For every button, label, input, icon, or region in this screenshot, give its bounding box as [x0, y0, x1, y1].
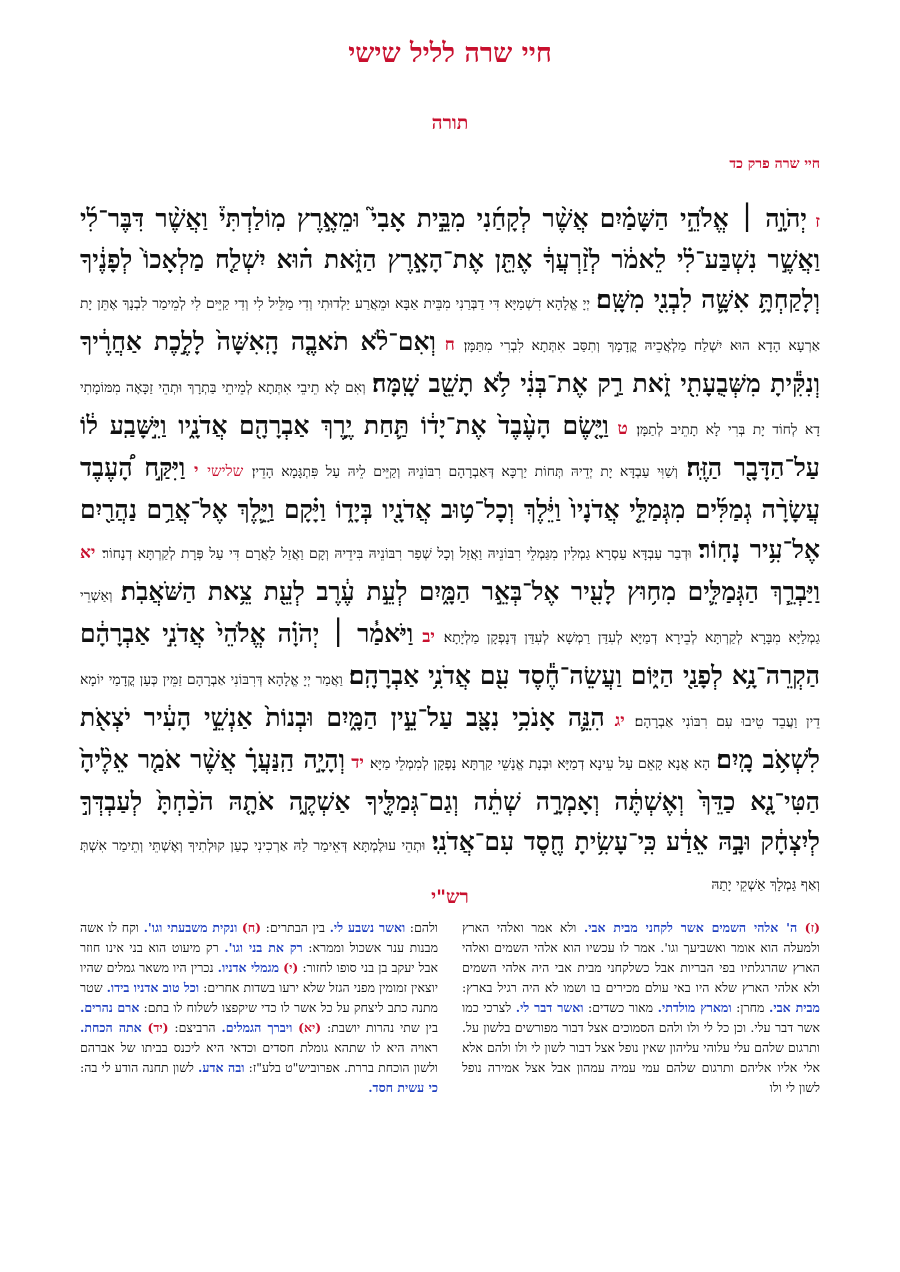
chapter-reference: חיי שרה פרק כד — [729, 156, 820, 172]
rashi-verse-number: (יא) — [298, 1020, 322, 1035]
rashi-comment-text: רק מיעוט הוא בני אינו חוזר אבל יעקב בן בני סופו לחזור: — [80, 940, 438, 975]
rashi-dibur-hamatchil: ונקית משבעתי וגו'. — [143, 920, 238, 935]
verse-targum-text: וַאֲמַר יְיָ אֱלָהָא דְּרִבּוֹנִי אַבְרָהָם זַמֵּין כְּעַן קֳדָמַי יוֹמָא דֵין וַעֲבֵד טֵיבוּ עִם רִבּוֹנִי אַבְרָהָם׃ — [80, 672, 820, 730]
rashi-commentary — [80, 918, 820, 1218]
rashi-comment-text: לשון תחנה הודע לי בה: — [80, 1060, 194, 1075]
rashi-comment-text: מחרן: — [736, 1000, 765, 1015]
rashi-dibur-hamatchil: ומארץ מולדתי. — [657, 1000, 732, 1015]
rashi-comment-text: לצרכי כמו אשר דבר עלי. וכן כל לי ולו ולהם הסמוכים אצל דבור מפורשים בלשון על. ותרגום שלהם עלי עלוהי עליהון שאין נופל אצל דבור לשון לי ולו ולהם אלא אלי אליו אליהם ותרגום שלהם עמי עמיה עמהון אבל אצל אמירה נופל לשון לי ולו — [462, 1000, 820, 1095]
rashi-verse-number: (ז) — [804, 920, 820, 935]
rashi-comment-text: מאור כשדים: — [588, 1000, 654, 1015]
page-title: חיי שרה לליל שישי — [348, 38, 552, 69]
rashi-verse-number: (י) — [283, 960, 299, 975]
rashi-comment-text: שטר מתנה כתב ליצחק על כל אשר לו כדי שיקפצו לשלוח לו בתם: — [80, 980, 438, 1015]
torah-section-heading: תורה — [431, 112, 469, 134]
verse-number: ח — [444, 335, 455, 355]
rashi-comment-text: בין הבתרים: — [265, 920, 325, 935]
verse-hebrew-text: וְאִם־לֹ֨א תֹאבֶ֤ה הָֽאִשָּׁה֙ לָלֶ֣כֶת אַחֲרֶ֔יךָ וְנִקִּ֕יתָ מִשְּׁבֻעָתִ֖י זֹ֑את רַ֣ק אֶת־בְּנִ֔י לֹ֥א תָשֵׁ֖ב שָֽׁמָּה׃ — [80, 327, 820, 398]
verse-hebrew-text: וַיַּבְרֵ֧ךְ הַגְּמַלִּ֛ים מִח֥וּץ לָעִ֖יר אֶל־בְּאֵ֣ר הַמָּ֑יִם לְעֵ֣ת עֶ֔רֶב לְעֵ֖ת צֵ֥את הַשֹּׁאֲבֹֽת׃ — [120, 577, 820, 606]
verse-targum-text: וּתְהֵי עוּלֶמְתָּא דְּאֵימַר לַהּ אַרְכִינִי כְעַן קוּלְתִיךְ וְאֶשְׁתֵּי וְתֵימַר אִשְׁתְּ וְאַף גַּמְלָךְ אַשְׁקֵי יָתַהּ — [80, 838, 820, 893]
rashi-dibur-hamatchil: מבית אבי. — [769, 1000, 820, 1015]
verse-number: יג — [614, 711, 625, 731]
rashi-comment-text: ולהם: — [409, 920, 438, 935]
rashi-verse-number: (יד) — [147, 1020, 169, 1035]
rashi-right-column — [462, 918, 820, 1218]
verse-hebrew-text: וַיָּ֤שֶׂם הָעֶ֨בֶד֙ אֶת־יָד֔וֹ תַּ֛חַת יֶ֥רֶךְ אַבְרָהָ֖ם אֲדֹנָ֑יו וַיִּ֣שָּׁבַֽע ל֔וֹ עַל־הַדָּבָ֖ר הַזֶּֽה׃ — [80, 411, 820, 482]
rashi-verse-number: (ח) — [241, 920, 262, 935]
rashi-dibur-hamatchil: רק את בני וגו'. — [224, 940, 303, 955]
rashi-comment-text: נכרין היו משאר גמלים שהיו יוצאין זמומין מפני הגזל שלא ירעו בשדות אחרים: — [80, 960, 438, 995]
rashi-comment-text: הרביצם: — [174, 1020, 216, 1035]
verse-targum-text: יְיָ אֱלָהָא דִשְׁמַיָּא דִּי דַבְּרַנִי מִבֵּית אַבָּא וּמֵאֲרַע יַלְדוּתִי וְדִי מַלֵּיל לִי וְדִי קַיֵּים לִי לְמֵימַר לִבְנָךְ אֶתֵּן יָת אַרְעָא הָדָא הוּא יִשְׁלַח מַלְאֲכֵיהּ קֳדָמָךְ וְתִסַּב אִתְּתָא לִבְרִי מִתַּמָּן׃ — [80, 296, 820, 354]
verse-targum-text: וְאַשְׁרֵי גַמְלַיָּא מִבָּרָא לְקַרְתָּא לְבֵירָא דְמַיָּא לְעִדַּן רַמְשָׁא לְעִדַּן דְּנָפְקָן מַלְיָתָא׃ — [80, 588, 820, 646]
verse-targum-text: וְאִם לָא תֵיבֵי אִתְּתָא לְמֵיתֵי בַּתְרָךְ וּתְהֵי זַכָּאָה מִמּוֹמָתִי דָא לְחוֹד יָת בְּרִי לָא תָתֵיב לְתַמָּן׃ — [80, 380, 820, 438]
rashi-dibur-hamatchil: ואשר נשבע לי. — [329, 920, 406, 935]
rashi-dibur-hamatchil: מגמלי אדניו. — [217, 960, 280, 975]
verse-number: יא — [80, 543, 96, 563]
rashi-comment-text: וקח לו אשה מבנות ענר אשכול וממרא: — [80, 920, 438, 955]
verse-hebrew-text: וְהָיָ֣ה הַֽנַּעֲרָ֗ אֲשֶׁ֨ר אֹמַ֤ר אֵלֶ֨יהָ֙ הַטִּי־נָ֤א כַדֵּךְ֙ וְאֶשְׁתֶּ֔ה וְאָמְרָ֣ה שְׁתֵ֔ה וְגַם־גְּמַלֶּ֖יךָ אַשְׁקֶ֑ה אֹתָ֤הּ הֹכַ֨חְתָּ֙ לְעַבְדְּךָ֣ לְיִצְחָ֔ק וּבָ֣הּ אֵדַ֔ע כִּֽי־עָשִׂ֥יתָ חֶ֖סֶד עִם־אֲדֹנִֽי׃ — [80, 745, 820, 856]
aliyah-marker: שלישי — [207, 462, 244, 480]
rashi-dibur-hamatchil: ויברך הגמלים. — [221, 1020, 293, 1035]
verse-number: יד — [351, 753, 364, 773]
verse-number: יב — [422, 627, 435, 647]
verse-number: ט — [617, 419, 628, 439]
rashi-dibur-hamatchil: כי עשית חסד. — [368, 1080, 438, 1095]
rashi-dibur-hamatchil: וכל טוב אדניו בידו. — [106, 980, 200, 995]
verse-number: ז — [815, 212, 820, 232]
verse-targum-text: הָא אֲנָא קָאֵם עַל עֵינָא דְמַיָּא וּבְנָת אֱנָשֵׁי קַרְתָּא נָפְקָן לְמִמְלֵי מַיָּא׃ — [370, 756, 711, 772]
verse-targum-text: וּדְבַר עַבְדָּא עַסְרָא גַמְלִין מִגַּמְלֵי רִבּוֹנֵיהּ וַאֲזַל וְכָל שְׁפַר רִבּוֹנֵיהּ בִּידֵיהּ וְקָם וַאֲזַל לַאֲרָם דִּי עַל פְּרָת לְקַרְתָּא דְנָחוֹר׃ — [102, 546, 692, 562]
verse-hebrew-text: יְהֹוָ֣ה ׀ אֱלֹהֵ֣י הַשָּׁמַ֗יִם אֲשֶׁ֨ר לְקָחַ֜נִי מִבֵּ֣ית אָבִי֮ וּמֵאֶ֣רֶץ מֽוֹלַדְתִּי֒ וַאֲשֶׁ֨ר דִּבֶּר־לִ֜י וַאֲשֶׁ֣ר נִשְׁבַּע־לִ֗י לֵאמֹ֔ר לְזַ֨רְעֲךָ֔ אֶתֵּ֖ן אֶת־הָאָ֣רֶץ הַזֹּ֑את ה֗וּא יִשְׁלַ֤ח מַלְאָכוֹ֙ לְפָנֶ֔יךָ וְלָקַחְתָּ֥ אִשָּׁ֛ה לִבְנִ֖י מִשָּֽׁם׃ — [80, 204, 821, 314]
verse-targum-text: וְשַׁוִּי עַבְדָּא יָת יְדֵיהּ תְּחוֹת יַרְכָּא דְּאַבְרָהָם רִבּוֹנֵיהּ וְקַיֵּים לֵיהּ עַל פִּתְגָּמָא הָדֵין׃ — [251, 464, 678, 480]
verse-number: י — [193, 461, 199, 481]
torah-text-block — [80, 200, 821, 893]
rashi-comment-text: בין שתי נהרות יושבת: — [327, 1020, 438, 1035]
verse-hebrew-text: הִנֵּ֛ה אָנֹכִ֥י נִצָּ֖ב עַל־עֵ֣ין הַמָּ֑יִם וּבְנוֹת֙ אַנְשֵׁ֣י הָעִ֔יר יֹצְאֹ֖ת לִשְׁאֹ֥ב מָֽיִם׃ — [80, 703, 820, 774]
rashi-dibur-hamatchil: ה' אלהי השמים אשר לקחני מבית אבי. — [583, 920, 798, 935]
rashi-dibur-hamatchil: ואשר דבר לי. — [515, 1000, 584, 1015]
rashi-left-column — [80, 918, 438, 1218]
verse-hebrew-text: וַיִּקַּ֣ח הָ֠עֶבֶד עֲשָׂרָ֨ה גְמַלִּ֜ים מִגְּמַלֵּ֤י אֲדֹנָיו֙ וַיֵּ֔לֶךְ וְכָל־ט֥וּב אֲדֹנָ֖יו בְּיָד֑וֹ וַיָּ֗קָם וַיֵּ֛לֶךְ אֶל־אֲרַ֥ם נַהֲרַ֖יִם אֶל־עִ֥יר נָחֽוֹר׃ — [80, 453, 820, 564]
verse-hebrew-text: וַיֹּאמַ֓ר ׀ יְהֹוָ֗ה אֱלֹהֵי֙ אֲדֹנִ֣י אַבְרָהָ֔ם הַקְרֵה־נָ֥א לְפָנַ֖י הַיּ֑וֹם וַעֲשֵׂה־חֶ֕סֶד עִ֖ם אֲדֹנִ֥י אַבְרָהָֽם׃ — [80, 619, 820, 690]
rashi-dibur-hamatchil: אתה הכחת. — [80, 1020, 142, 1035]
rashi-dibur-hamatchil: ובה אדע. — [198, 1060, 245, 1075]
rashi-dibur-hamatchil: ארם נהרים. — [80, 1000, 140, 1015]
rashi-comment-text: ראויה היא לו שתהא גומלת חסדים וכדאי היא ליכנס בביתו של אברהם ולשון הוכחת בררת. אפרוביש"ט בלע"ז: — [80, 1040, 439, 1075]
rashi-comment-text: ולא אמר ואלהי הארץ ולמעלה הוא אומר ואשביעך וגו'. אמר לו עכשיו הוא אלהי השמים ואלהי הארץ שהרגלתיו בפי הבריות אבל כשלקחני מבית אבי היה אלהי השמים ולא אלהי הארץ שלא היו באי עולם מכירים בו ושמו לא היה רגיל בארץ: — [462, 920, 820, 995]
rashi-heading: רש"י — [431, 886, 469, 908]
